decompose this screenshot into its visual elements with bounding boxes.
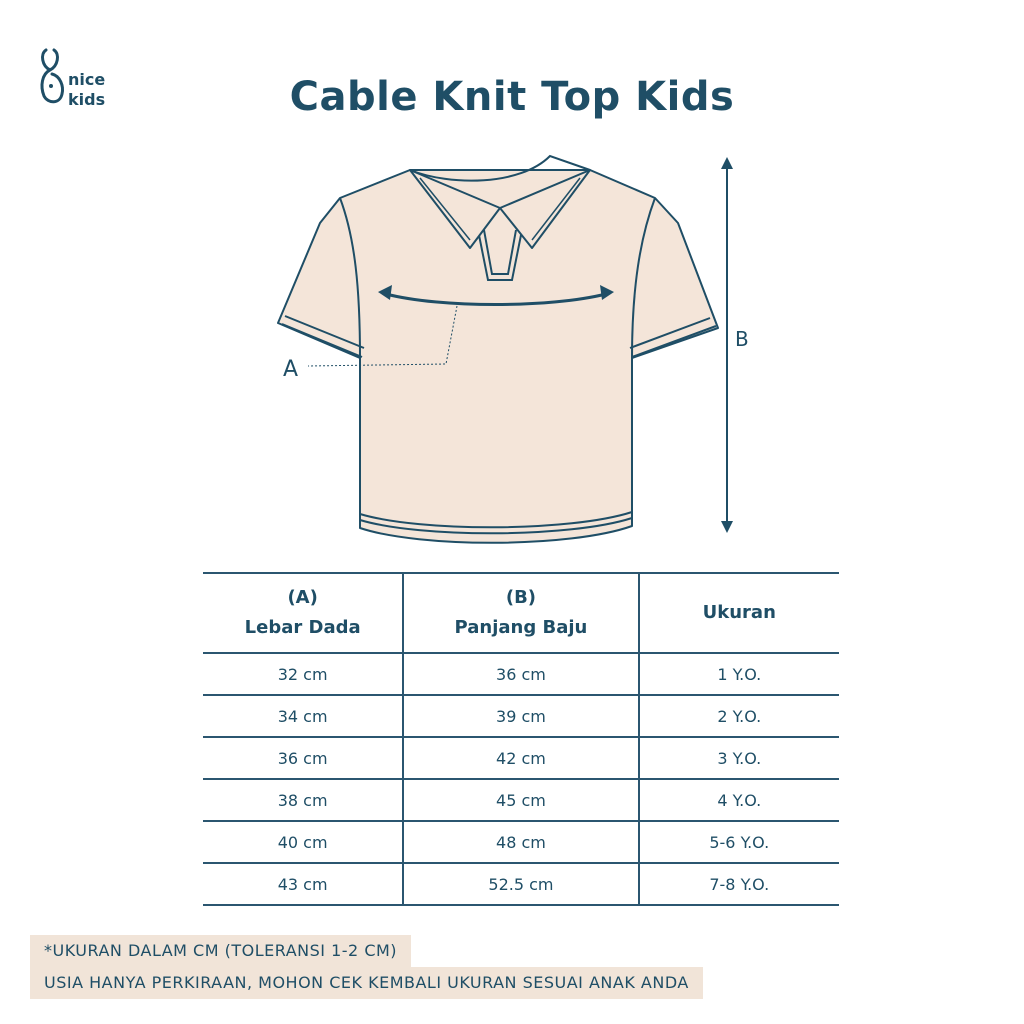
cell-chest: 32 cm: [203, 653, 403, 695]
cell-size: 5-6 Y.O.: [639, 821, 839, 863]
header-size-title: Ukuran: [702, 602, 776, 623]
cell-length: 39 cm: [403, 695, 638, 737]
table-row: [203, 653, 839, 695]
table-header-row: [203, 573, 839, 653]
header-chest-width: [203, 573, 403, 653]
header-size: [639, 573, 839, 653]
page-title: Cable Knit Top Kids: [289, 74, 735, 120]
polo-shirt-illustration: [260, 148, 730, 558]
size-table: [203, 572, 839, 906]
cell-chest: 43 cm: [203, 863, 403, 905]
table-row: [203, 821, 839, 863]
cell-chest: 40 cm: [203, 821, 403, 863]
label-a: A: [283, 357, 299, 382]
table-row: [203, 863, 839, 905]
cell-size: 3 Y.O.: [639, 737, 839, 779]
cell-size: 4 Y.O.: [639, 779, 839, 821]
cell-length: 45 cm: [403, 779, 638, 821]
cell-chest: 38 cm: [203, 779, 403, 821]
cell-size: 2 Y.O.: [639, 695, 839, 737]
header-length: [403, 573, 638, 653]
cell-chest: 34 cm: [203, 695, 403, 737]
brand-line-2: kids: [68, 90, 106, 109]
cell-chest: 36 cm: [203, 737, 403, 779]
header-a-title: Lebar Dada: [244, 617, 361, 638]
cell-length: 42 cm: [403, 737, 638, 779]
cell-size: 1 Y.O.: [639, 653, 839, 695]
label-b: B: [735, 327, 749, 351]
cell-length: 52.5 cm: [403, 863, 638, 905]
note-tolerance: *UKURAN DALAM CM (TOLERANSI 1-2 CM): [30, 935, 411, 967]
cell-length: 36 cm: [403, 653, 638, 695]
table-row: [203, 779, 839, 821]
cell-length: 48 cm: [403, 821, 638, 863]
header-b-title: Panjang Baju: [454, 617, 588, 638]
header-b-label: (B): [505, 587, 537, 608]
brand-line-1: nice: [68, 70, 106, 89]
note-age-estimate: USIA HANYA PERKIRAAN, MOHON CEK KEMBALI UKURAN SESUAI ANAK ANDA: [30, 967, 703, 999]
table-row: [203, 737, 839, 779]
table-row: [203, 695, 839, 737]
header-a-label: (A): [287, 587, 318, 608]
cell-size: 7-8 Y.O.: [639, 863, 839, 905]
size-notes: [30, 935, 703, 999]
